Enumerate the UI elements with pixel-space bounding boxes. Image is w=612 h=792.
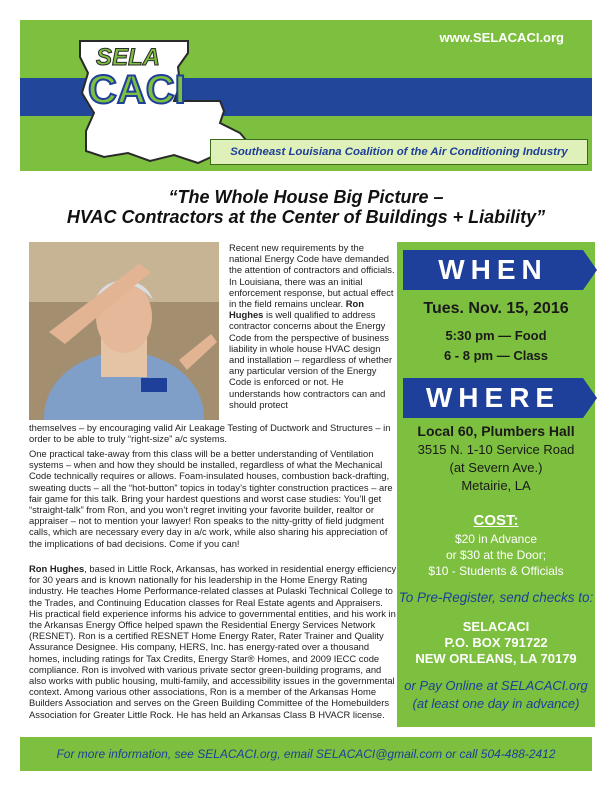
header-banner (20, 20, 592, 171)
venue-address-line2: (at Severn Ave.) (449, 460, 543, 475)
when-arrow (583, 250, 597, 290)
intro-paragraph (229, 242, 397, 410)
event-date: Tues. Nov. 15, 2016 (423, 300, 569, 317)
pay-online-link[interactable]: or Pay Online at SELACACI.org (404, 678, 588, 693)
footer-contact-info: For more information, see SELACACI.org, email SELACACI@gmail.com or call 504-488-2412 (56, 747, 556, 761)
intro-continuation: themselves – by encouraging valid Air Leakage Testing of Ductwork and Structures – in order to be able to truly “right-size” a/c systems. (29, 422, 391, 445)
logo-caci-text: CACI (88, 68, 186, 112)
venue-name: Local 60, Plumbers Hall (417, 423, 575, 439)
event-title-line1: “The Whole House Big Picture – (168, 187, 444, 207)
takeaway-paragraph: One practical take-away from this class will be a better understanding of Ventilation systems – when and how they should be installed, regardless of what the Mechanical Code technically requires or allows. Foam-insulated houses, combustion back-drafting, sweating ducts – all the “hot-button” topics in today’s tighter construction practices – are fair game for this talk. Bring your hardest questions and worst case studies: You’ll get “straight-talk” from Ron, and you won’t regret inviting your favorite builder, realtor or appraiser – not to mention your lawyer! Ron speaks to the nitty-gritty of field judgment calls, which are necessary every day in a/c work, while also sharing his appreciation of the implications of bad decisions. Come if you can! (29, 448, 393, 549)
venue-address-line1: 3515 N. 1-10 Service Road (417, 442, 575, 457)
tagline-box (210, 139, 588, 165)
intro-speaker-name: Ron Hughes (229, 298, 364, 321)
food-time: 5:30 pm — Food (445, 328, 547, 343)
event-details-sidebar (397, 242, 595, 727)
cost-advance: $20 in Advance (454, 532, 538, 546)
preregister-heading: To Pre-Register, send checks to: (398, 590, 594, 605)
intro-text-b: is well qualified to address contractor concerns about the Energy Code from the perspective of business liability in whole house HVAC design and installation – regardless of whether any particular version of the Energy Code is enforced or not. He understands how contractors can and should protect (229, 309, 393, 410)
logo-sela-text: SELA (96, 44, 161, 71)
speaker-photo (29, 242, 219, 420)
class-time: 6 - 8 pm — Class (443, 348, 549, 363)
event-title-line2: HVAC Contractors at the Center of Buildings + Liability” (66, 207, 546, 227)
bio-speaker-name: Ron Hughes (29, 563, 85, 574)
pay-online-note: (at least one day in advance) (412, 696, 580, 711)
speaker-bio-paragraph (29, 563, 397, 720)
mail-po-box: P.O. BOX 791722 (444, 635, 548, 650)
tagline: Southeast Louisiana Coalition of the Air Conditioning Industry (230, 146, 568, 158)
header-url[interactable]: www.SELACACI.org (439, 30, 564, 45)
cost-students: $10 - Students & Officials (428, 564, 564, 578)
bio-text: , based in Little Rock, Arkansas, has worked in residential energy efficiency for 30 years and is known nationally for his leadership in the Home Energy Rating industry. He teaches Home Performance-related classes at Pulaski Technical College to the Trades, and Continuing Education classes for Real Estate agents and Appraisers. His practical field experience informs his advice to governmental entities, and his work in the Arkansas Energy Office helped spawn the Residential Energy Services Network (RESNET). Ron is a certified RESNET Home Energy Rater, Rater Trainer and Quality Assurance Designee. His company, HERS, Inc. has energy-rated over a thousand homes, including ratings for Tax Credits, Energy Star® Homes, and 2009 IECC code compliance. Ron is involved with various private sector green-building programs, and also works with public housing, multi-family, and accessibility issues in the governmental context. Among various other associations, Ron is a member of the Arkansas Home Builders Association and serves on the Green Building Committee of the Homebuilders Association for Greater Little Rock. He has held an Arkansas Class B HVACR license. (29, 563, 397, 720)
cost-heading: COST: (473, 512, 519, 529)
where-arrow (583, 378, 597, 418)
mail-city: NEW ORLEANS, LA 70179 (415, 651, 577, 666)
footer-bar (20, 737, 592, 771)
where-banner: WHERE (403, 378, 583, 418)
cost-door: or $30 at the Door; (445, 548, 547, 562)
venue-city: Metairie, LA (461, 478, 531, 493)
mail-name: SELACACI (462, 619, 530, 634)
intro-text-a: Recent new requirements by the national Energy Code have demanded the attention of contractors and officials. In Louisiana, there was an initial enforcement response, but actual effect in the field remains unclear. (229, 242, 395, 310)
when-banner: WHEN (403, 250, 583, 290)
